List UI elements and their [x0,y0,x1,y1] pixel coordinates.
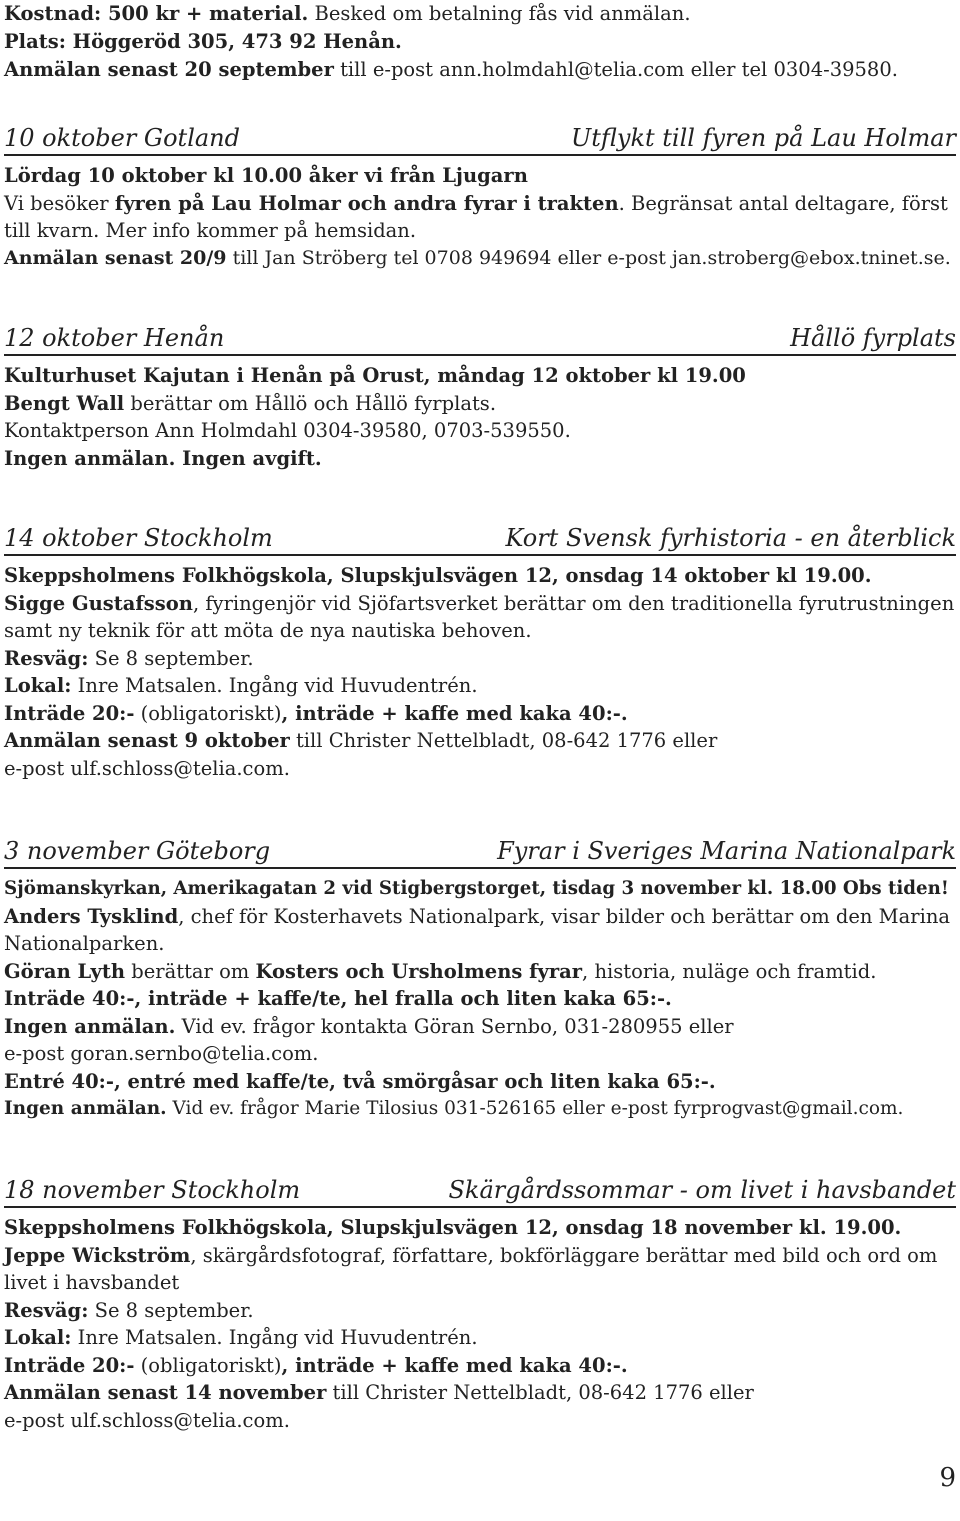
event-section-stockholm-oct [4,520,956,782]
event-body: Skeppsholmens Folkhögskola, Slupskjulsvägen 12, onsdag 18 november kl. 19.00. Jeppe Wickström, skärgårdsfotograf, författare, bokförläggare berättar med bild och ord om livet i havsbandet Resväg: Se 8 september. Lokal: Inre Matsalen. Ingång vid Huvudentrén. Inträde 20:- (obligatoriskt), inträde + kaffe med kaka 40:-. Anmälan senast 14 november till Christer Nettelbladt, 08-642 1776 eller e-post ulf.schloss@telia.com. [4,1216,938,1432]
event-body: Sjömanskyrkan, Amerikagatan 2 vid Stigbergstorget, tisdag 3 november kl. 18.00 Obs tiden! Anders Tysklind, chef för Kosterhavets Nationalpark, visar bilder och berättar om den Marina Nationalparken. Göran Lyth berättar om Kosters och Ursholmens fyrar, historia, nuläge och framtid. Inträde 40:-, inträde + kaffe/te, hel fralla och liten kaka 65:-. Ingen anmälan. Vid ev. frågor kontakta Göran Sernbo, 031-280955 eller e-post goran.sernbo@telia.com. Entré 40:-, entré med kaffe/te, två smörgåsar och liten kaka 65:-. Ingen anmälan. Vid ev. frågor Marie Tilosius 031-526165 eller e-post fyrprogvast@gmail.com. [4,878,951,1119]
event-date: 3 november Göteborg [4,837,271,865]
registration-line: Anmälan senast 20 september till e-post ann.holmdahl@telia.com eller tel 0304-39580. [4,58,898,81]
event-section-stockholm-nov [4,1172,956,1434]
event-body: Skeppsholmens Folkhögskola, Slupskjulsvägen 12, onsdag 14 oktober kl 19.00. Sigge Gustafsson, fyringenjör vid Sjöfartsverket berättar om den traditionella fyrutrustningen samt ny teknik för att möta de nya nautiska behoven. Resväg: Se 8 september. Lokal: Inre Matsalen. Ingång vid Huvudentrén. Inträde 20:- (obligatoriskt), inträde + kaffe med kaka 40:-. Anmälan senast 9 oktober till Christer Nettelbladt, 08-642 1776 eller e-post ulf.schloss@telia.com. [4,564,955,780]
event-body: Kulturhuset Kajutan i Henån på Orust, måndag 12 oktober kl 19.00 Bengt Wall berättar om Hållö och Hållö fyrplats. Kontaktperson Ann Holmdahl 0304-39580, 0703-539550. Ingen anmälan. Ingen avgift. [4,364,746,470]
event-title: Skärgårdssommar - om livet i havsbandet [448,1176,956,1204]
event-heading [4,120,956,156]
event-heading [4,833,956,869]
event-date: 12 oktober Henån [4,324,225,352]
event-date: 18 november Stockholm [4,1176,301,1204]
event-heading [4,520,956,556]
event-date: 10 oktober Gotland [4,124,240,152]
cost-line: Kostnad: 500 kr + material. Besked om betalning fås vid anmälan. [4,2,691,25]
event-title: Kort Svensk fyrhistoria - en återblick [505,524,956,552]
event-section-gotland [4,120,956,272]
page-number: 9 [939,1463,956,1493]
event-title: Utflykt till fyren på Lau Holmar [571,124,956,152]
event-date: 14 oktober Stockholm [4,524,273,552]
event-title: Hållö fyrplats [790,324,956,352]
event-section-henan [4,320,956,472]
location-line: Plats: Höggeröd 305, 473 92 Henån. [4,30,402,53]
event-body: Lördag 10 oktober kl 10.00 åker vi från Ljugarn Vi besöker fyren på Lau Holmar och andra fyrar i trakten. Begränsat antal deltagare, först till kvarn. Mer info kommer på hemsidan. Anmälan senast 20/9 till Jan Ströberg tel 0708 949694 eller e-post jan.stroberg@ebox.tninet.se. [4,164,951,269]
event-heading [4,1172,956,1208]
event-heading [4,320,956,356]
intro-block [4,0,956,84]
event-title: Fyrar i Sveriges Marina Nationalpark [497,837,956,865]
event-section-goteborg [4,833,956,1123]
